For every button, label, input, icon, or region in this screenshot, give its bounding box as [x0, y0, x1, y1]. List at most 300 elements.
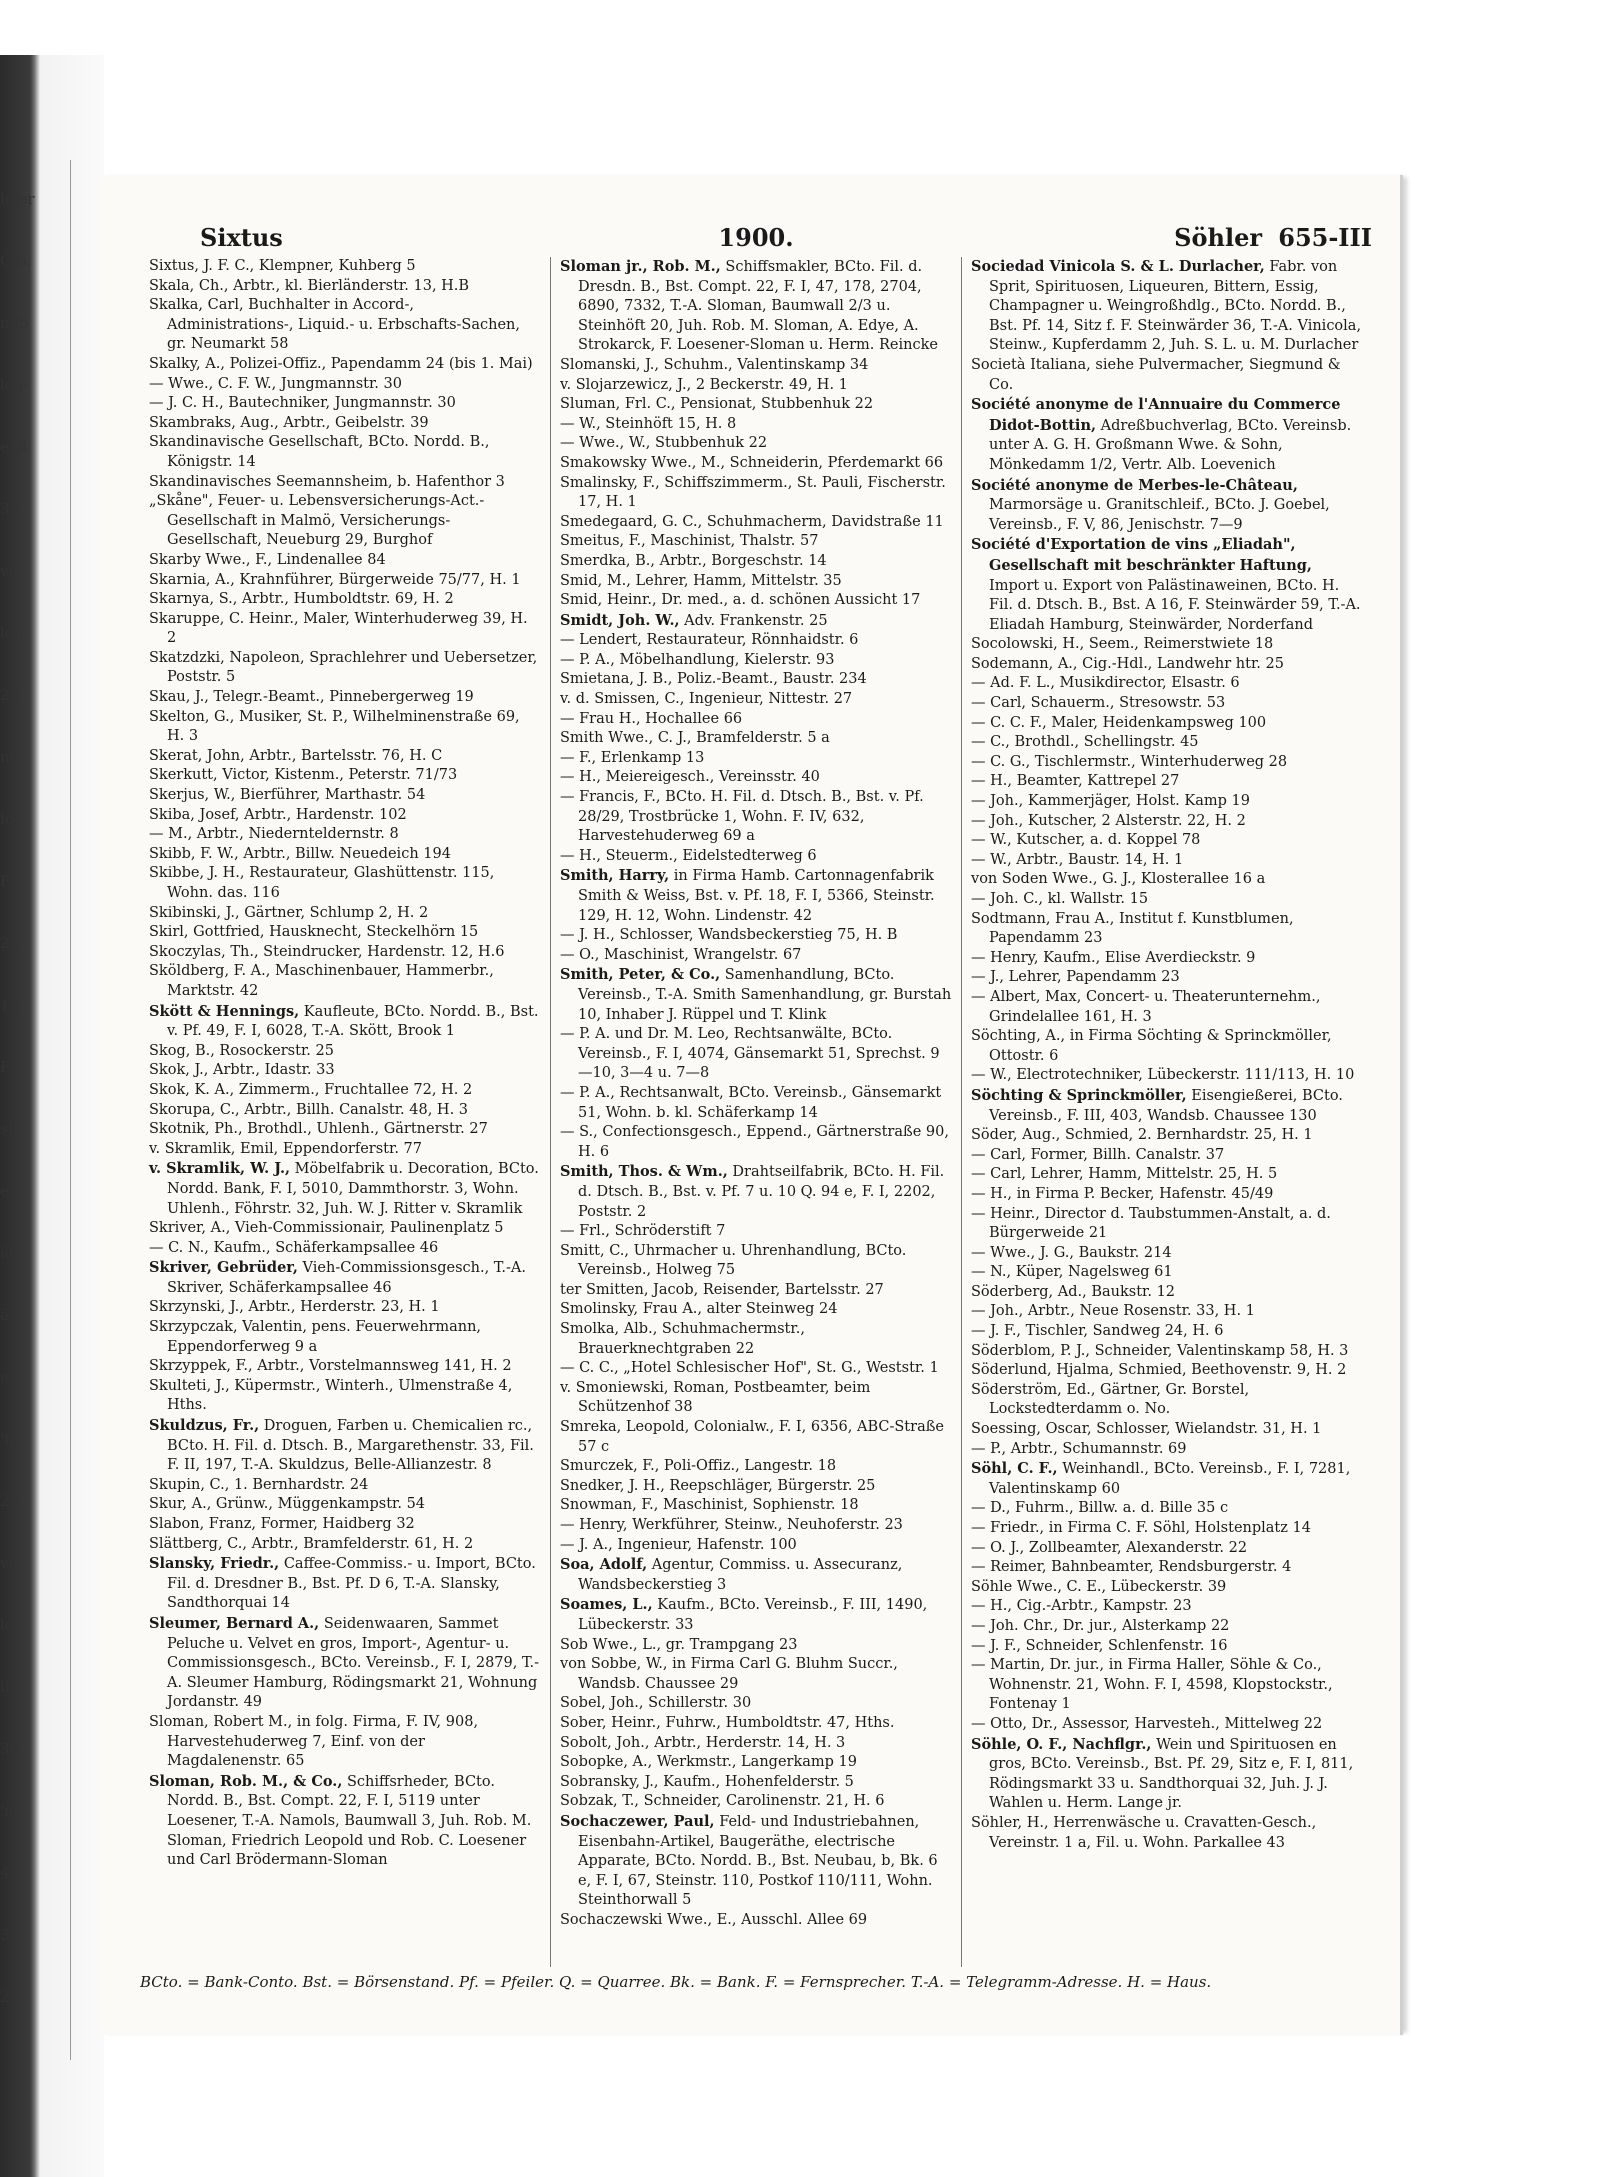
directory-entry [149, 492, 541, 551]
directory-entry [971, 968, 1363, 988]
entry-text: — Heinr., Director d. Taubstummen-Anstalt, a. d. Bürgerweide 21 [971, 1205, 1331, 1242]
entry-text: — W., Kutscher, a. d. Koppel 78 [971, 832, 1201, 849]
entry-text: Drahtseilfabrik, BCto. H. Fil. d. Dtsch. B., Bst. v. Pf. 7 u. 10 Q. 94 e, F. I, 2202, Poststr. 2 [578, 1164, 945, 1220]
directory-entry [149, 649, 541, 688]
entry-text: — C. C. F., Maler, Heidenkampsweg 100 [971, 714, 1267, 731]
entry-text: Sluman, Frl. C., Pensionat, Stubbenhuk 22 [560, 396, 874, 413]
entry-text: Sob Wwe., L., gr. Trampgang 23 [560, 1636, 798, 1653]
directory-entry [971, 674, 1363, 694]
entry-text: — S., Confectionsgesch., Eppend., Gärtnerstraße 90, H. 6 [560, 1124, 949, 1160]
directory-entry [971, 1361, 1363, 1381]
entry-text: Sloman, Robert M., in folg. Firma, F. IV, 908, Harvestehuderweg 7, Einf. von der Magdalenenstr. 65 [149, 1713, 479, 1770]
entry-firm-name: Sloman jr., Rob. M., [560, 258, 721, 275]
directory-entry [149, 1042, 541, 1062]
prev-page-fragment: le [0, 1616, 14, 1634]
entry-text: Skrzypczak, Valentin, pens. Feuerwehrmann, Eppendorferweg 9 a [149, 1319, 482, 1355]
directory-entry [149, 1357, 541, 1377]
directory-entry [560, 1595, 952, 1635]
entry-text: — Francis, F., BCto. H. Fil. d. Dtsch. B., Bst. v. Pf. 28/29, Trostbrücke 1, Wohn. F. IV, 632, Harvestehuderweg 69 a [560, 789, 924, 845]
entry-text: — P. A. und Dr. M. Leo, Rechtsanwälte, BCto. Vereinsb., F. I, 4074, Gänsemarkt 51, Sprechst. 9—10, 3—4 u. 7—8 [560, 1026, 940, 1082]
directory-entry [971, 1637, 1363, 1657]
entry-text: Smakowsky Wwe., M., Schneiderin, Pferdemarkt 66 [560, 454, 944, 471]
directory-entry [149, 766, 541, 786]
directory-entry [149, 786, 541, 806]
directory-entry [560, 749, 952, 769]
entry-text: Sodemann, A., Cig.-Hdl., Landwehr htr. 25 [971, 655, 1284, 672]
directory-entry [971, 910, 1363, 949]
entry-text: — J. A., Ingenieur, Hafenstr. 100 [560, 1536, 797, 1553]
directory-entry [149, 1120, 541, 1140]
entry-text: Import u. Export von Palästinaweinen, BCto. H. Fil. d. Dtsch. B., Bst. A 16, F. Steinwärder 59, T.-A. Eliadah Hamburg, Steinwärder, Norderfand [989, 577, 1361, 633]
entry-text: Kaufm., BCto. Vereinsb., F. III, 1490, Lübeckerstr. 33 [578, 1597, 928, 1633]
directory-entry [149, 257, 541, 277]
directory-entry [971, 792, 1363, 812]
entry-text: Feld- und Industriebahnen, Eisenbahn-Artikel, Baugeräthe, electrische Apparate, BCto. Nordd. B., Bst. Neubau, b, Bk. 6 e, F. I, 67, Steinstr. 110, Postkof 110/111, Wohn. Steinthorwall 5 [578, 1813, 938, 1909]
entry-text: Smitt, C., Uhrmacher u. Uhrenhandlung, BCto. Vereinsb., Holweg 75 [560, 1242, 907, 1279]
directory-entry [560, 1320, 952, 1359]
prev-page-fragment: nd [0, 748, 20, 766]
directory-entry [560, 1359, 952, 1379]
entry-text: Söchting, A., in Firma Söchting & Sprinckmöller, Ottostr. 6 [971, 1028, 1332, 1064]
entry-text: Skibinski, J., Gärtner, Schlump 2, H. 2 [149, 904, 429, 921]
directory-entry [149, 590, 541, 610]
entry-text: Vieh-Commissionsgesch., T.-A. Skriver, Schäferkampsallee 46 [167, 1260, 526, 1296]
entry-text: — Frau H., Hochallee 66 [560, 710, 743, 727]
entry-text: Skriver, A., Vieh-Commissionair, Paulinenplatz 5 [149, 1220, 504, 1237]
directory-entry [560, 1418, 952, 1457]
directory-entry [971, 535, 1363, 635]
directory-entry [971, 655, 1363, 675]
entry-text: — F., Erlenkamp 13 [560, 749, 705, 766]
prev-page-fragment: leler [0, 190, 35, 208]
entry-text: — Joh., Kutscher, 2 Alsterstr. 22, H. 2 [971, 812, 1246, 829]
prev-page-fragment: lt- [0, 1678, 16, 1696]
entry-text: Smolinsky, Frau A., alter Steinweg 24 [560, 1301, 838, 1318]
entry-text: Skalka, Carl, Buchhalter in Accord-, Administrations-, Liquid.- u. Erbschafts-Sachen, gr. Neumarkt 58 [149, 297, 520, 353]
entry-firm-name: Sleumer, Bernard A., [149, 1614, 320, 1632]
entry-firm-name: v. Skramlik, W. J., [149, 1160, 291, 1178]
directory-entry [560, 847, 952, 867]
directory-entry [149, 414, 541, 434]
directory-entry [560, 1636, 952, 1656]
entry-text: Kaufleute, BCto. Nordd. B., Bst. v. Pf. 49, F. I, 6028, T.-A. Skött, Brook 1 [167, 1003, 539, 1040]
prev-page-fragment: ve [0, 562, 18, 580]
directory-entry [971, 1263, 1363, 1283]
entry-firm-name: Söhle, O. F., Nachflgr., [971, 1735, 1152, 1753]
entry-firm-name: Smith, Peter, & Co., [560, 966, 721, 984]
entry-firm-name: Skött & Hennings, [149, 1002, 300, 1020]
directory-entry [149, 1713, 541, 1772]
prev-page-fragment: len- [0, 376, 29, 394]
directory-entry [971, 1244, 1363, 1264]
directory-entry [971, 988, 1363, 1027]
directory-entry [560, 670, 952, 690]
prev-page-fragment: F. [0, 872, 13, 890]
prev-page-fragment: 12 [0, 996, 20, 1014]
prev-page-fragment: 25 [0, 686, 20, 704]
directory-entry [560, 1655, 952, 1694]
directory-entry [971, 772, 1363, 792]
directory-entry [149, 355, 541, 375]
directory-entry [149, 1476, 541, 1496]
entry-text: — H., Cig.-Arbtr., Kampstr. 23 [971, 1598, 1192, 1615]
entry-text: Slomanski, J., Schuhm., Valentinskamp 34 [560, 356, 869, 373]
directory-entry [971, 1814, 1363, 1853]
directory-entry [560, 926, 952, 946]
directory-entry [560, 257, 952, 356]
entry-text: Skau, J., Telegr.-Beamt., Pinnebergerweg 19 [149, 689, 474, 706]
entry-text: Socolowski, H., Seem., Reimerstwiete 18 [971, 636, 1274, 653]
entry-firm-name: Société d'Exportation de vins „Eliadah", Gesellschaft mit beschränkter Haftung, [971, 536, 1312, 574]
directory-entry [560, 710, 952, 730]
entry-text: Sobopke, A., Werkmstr., Langerkamp 19 [560, 1754, 857, 1771]
directory-entry [971, 1617, 1363, 1637]
directory-entry [149, 1535, 541, 1555]
directory-entry [971, 812, 1363, 832]
directory-entry [971, 1656, 1363, 1715]
directory-entry [971, 1342, 1363, 1362]
directory-entry [560, 866, 952, 926]
entry-text: Snowman, F., Maschinist, Sophienstr. 18 [560, 1497, 859, 1514]
prev-page-fragment: ät- [0, 1244, 21, 1262]
entry-text: — N., Küper, Nagelsweg 61 [971, 1264, 1173, 1281]
directory-entry [149, 1081, 541, 1101]
directory-entry [149, 296, 541, 355]
entry-text: — J., Lehrer, Papendamm 23 [971, 969, 1180, 986]
entry-text: Skelton, G., Musiker, St. P., Wilhelminenstraße 69, H. 3 [149, 708, 520, 745]
directory-entry [149, 1515, 541, 1535]
directory-entry [971, 1420, 1363, 1440]
abbreviation-legend: BCto. = Bank-Conto. Bst. = Börsenstand. Pf. = Pfeiler. Q. = Quarree. Bk. = Bank. F. = Fernsprecher. T.-A. = Telegramm-Adresse. H. = Haus. [140, 1973, 1212, 1991]
entry-text: — W., Electrotechniker, Lübeckerstr. 111/113, H. 10 [971, 1067, 1355, 1084]
directory-entry [149, 1772, 541, 1871]
directory-entry [971, 753, 1363, 773]
prev-page-fragment: F. [0, 1058, 13, 1076]
directory-entry [560, 1773, 952, 1793]
entry-text: — J. F., Tischler, Sandweg 24, H. 6 [971, 1323, 1224, 1340]
prev-page-fragment: ler, [0, 624, 24, 642]
directory-entry [149, 747, 541, 767]
directory-entry [971, 694, 1363, 714]
prev-page-fragment: 24 [0, 934, 20, 952]
directory-entry [560, 1242, 952, 1281]
entry-text: — Wwe., C. F. W., Jungmannstr. 30 [149, 375, 402, 392]
entry-text: — W., Steinhöft 15, H. 8 [560, 415, 737, 432]
entry-text: Marmorsäge u. Granitschleif., BCto. J. Goebel, Vereinsb., F. V, 86, Jenischstr. 7—9 [989, 497, 1330, 533]
entry-text: — C. N., Kaufm., Schäferkampsallee 46 [149, 1239, 439, 1256]
entry-text: Skok, J., Arbtr., Idastr. 33 [149, 1062, 335, 1079]
directory-entry [971, 1459, 1363, 1499]
entry-text: v. Smoniewski, Roman, Postbeamter, beim Schützenhof 38 [560, 1379, 871, 1416]
entry-text: — Martin, Dr. jur., in Firma Haller, Söhle & Co., Wohnenstr. 21, Wohn. F. I, 4598, Klopstockstr., Fontenay 1 [971, 1657, 1333, 1713]
entry-text: „Skåne", Feuer- u. Lebensversicherungs-Act.-Gesellschaft in Malmö, Versicherungs-Gesellschaft, Neueburg 29, Burghof [149, 493, 485, 549]
directory-entry [560, 1536, 952, 1556]
entry-text: Söderberg, Ad., Baukstr. 12 [971, 1283, 1176, 1300]
entry-text: — W., Arbtr., Baustr. 14, H. 1 [971, 851, 1184, 868]
directory-entry [149, 473, 541, 493]
directory-entry [149, 1614, 541, 1713]
directory-entry [149, 708, 541, 747]
entry-text: Sobel, Joh., Schillerstr. 30 [560, 1695, 752, 1712]
entry-text: Sobzak, T., Schneider, Carolinenstr. 21, H. 6 [560, 1793, 885, 1810]
entry-firm-name: Sochaczewer, Paul, [560, 1812, 715, 1830]
prev-page-fragment: 27 [0, 1492, 20, 1510]
entry-text: Sixtus, J. F. C., Klempner, Kuhberg 5 [149, 258, 416, 274]
header-left-keyword: Sixtus [200, 223, 283, 252]
directory-entry [971, 356, 1363, 395]
entry-text: Skerat, John, Arbtr., Bartelsstr. 76, H. C [149, 747, 443, 764]
prev-page-fragment: 4 [0, 1864, 10, 1882]
entry-text: Söderström, Ed., Gärtner, Gr. Borstel, Lockstedterdamm o. No. [971, 1381, 1250, 1418]
directory-entry [971, 851, 1363, 871]
directory-entry [971, 890, 1363, 910]
entry-text: — H., Steuerm., Eidelstedterweg 6 [560, 847, 817, 864]
entry-text: — J. C. H., Bautechniker, Jungmannstr. 30 [149, 395, 456, 412]
entry-text: Schiffsmakler, BCto. Fil. d. Dresdn. B., Bst. Compt. 22, F. I, 47, 178, 2704, 6890, 7332, T.-A. Sloman, Baumwall 2/3 u. Steinhöft 20, Juh. Rob. M. Sloman, A. Edye, A. Strokarck, F. Loesener-Sloman u. Herm. Reincke [578, 259, 938, 354]
directory-entry [560, 572, 952, 592]
entry-text: in Firma Hamb. Cartonnagenfabrik Smith & Weiss, Bst. v. Pf. 18, F. I, 5366, Steinstr. 129, H. 12, Wohn. Lindenstr. 42 [578, 868, 935, 924]
directory-entry [560, 1162, 952, 1222]
directory-entry [149, 277, 541, 297]
entry-text: — M., Arbtr., Niedernteldernstr. 8 [149, 826, 399, 843]
entry-text: Skaruppe, C. Heinr., Maler, Winterhuderweg 39, H. 2 [149, 610, 528, 647]
entry-text: Skarnya, S., Arbtr., Humboldtstr. 69, H. 2 [149, 591, 454, 608]
directory-entry [971, 476, 1363, 536]
directory-entry [560, 415, 952, 435]
directory-entry [149, 1258, 541, 1298]
entry-text: von Sobbe, W., in Firma Carl G. Bluhm Succr., Wandsb. Chaussee 29 [560, 1656, 898, 1692]
entry-text: — J. F., Schneider, Schlenfenstr. 16 [971, 1637, 1228, 1654]
directory-entry [971, 1735, 1363, 1814]
directory-entry [149, 1101, 541, 1121]
directory-entry [560, 946, 952, 966]
entry-text: Skiba, Josef, Arbtr., Hardenstr. 102 [149, 806, 407, 823]
entry-text: Skorupa, C., Arbtr., Billh. Canalstr. 48, H. 3 [149, 1101, 469, 1118]
entry-text: Skirl, Gottfried, Hausknecht, Steckelhörn 15 [149, 924, 479, 941]
entry-text: Sobransky, J., Kaufm., Hohenfelderstr. 5 [560, 1773, 854, 1790]
entry-text: von Soden Wwe., G. J., Klosterallee 16 a [971, 871, 1266, 888]
entry-text: Fabr. von Sprit, Spirituosen, Liqueuren, Bittern, Essig, Champagner u. Weingroßhdlg., BCto. Nordd. B., Bst. Pf. 14, Sitz f. F. Steinwärder 36, T.-A. Vinicola, Steinw., Kupferdamm 2, Juh. S. L. u. M. Durlacher [989, 259, 1362, 354]
prev-page-fragment: 37 [0, 500, 20, 518]
page-header [140, 223, 1372, 253]
entry-text: Smerdka, B., Arbtr., Borgeschstr. 14 [560, 552, 827, 569]
entry-text: — P., Arbtr., Schumannstr. 69 [971, 1440, 1187, 1457]
entry-text: Skulteti, J., Küpermstr., Winterh., Ulmenstraße 4, Hths. [149, 1377, 513, 1414]
directory-entry [149, 962, 541, 1001]
directory-entry [149, 864, 541, 903]
entry-text: — H., Meiereigesch., Vereinsstr. 40 [560, 769, 820, 786]
entry-text: Soessing, Oscar, Schlosser, Wielandstr. 31, H. 1 [971, 1421, 1322, 1438]
entry-text: Weinhandl., BCto. Vereinsb., F. I, 7281, Valentinskamp 60 [989, 1461, 1351, 1497]
prev-page-fragment: ld [0, 810, 15, 828]
directory-entry [149, 904, 541, 924]
directory-entry [149, 923, 541, 943]
directory-entry [971, 1381, 1363, 1420]
entry-text: Società Italiana, siehe Pulvermacher, Siegmund & Co. [971, 356, 1341, 393]
directory-entry [560, 1222, 952, 1242]
prev-page-fragment: n25 [0, 314, 29, 332]
prev-page-fragment: e- [0, 1368, 14, 1386]
entry-text: — Henry, Werkführer, Steinw., Neuhoferstr. 23 [560, 1517, 903, 1533]
directory-entry [971, 870, 1363, 890]
directory-entry [149, 1159, 541, 1219]
directory-entry [971, 1715, 1363, 1735]
entry-text: — H., in Firma P. Becker, Hafenstr. 45/49 [971, 1185, 1274, 1202]
directory-entry [971, 949, 1363, 969]
directory-entry [971, 635, 1363, 655]
prev-page-fragment: e- [0, 1182, 14, 1200]
entry-text: Skerjus, W., Bierführer, Marthastr. 54 [149, 787, 426, 804]
directory-entry [149, 1416, 541, 1476]
entry-text: Sobolt, Joh., Arbtr., Herderstr. 14, H. 3 [560, 1734, 846, 1751]
entry-text: Adreßbuchverlag, BCto. Vereinsb. unter A. G. H. Großmann Wwe. & Sohn, Mönkedamm 1/2, Vertr. Alb. Loevenich [989, 417, 1352, 473]
entry-text: — Ad. F. L., Musikdirector, Elsastr. 6 [971, 675, 1240, 692]
directory-entry [149, 943, 541, 963]
entry-text: — Albert, Max, Concert- u. Theaterunternehm., Grindelallee 161, H. 3 [971, 988, 1321, 1025]
entry-text: Agentur, Commiss. u. Assecuranz, Wandsbeckerstieg 3 [578, 1557, 903, 1593]
directory-entry [971, 1499, 1363, 1519]
entry-firm-name: Smidt, Joh. W., [560, 611, 680, 629]
directory-entry [560, 729, 952, 749]
entry-text: — O., Maschinist, Wrangelstr. 67 [560, 946, 802, 963]
directory-entry [560, 1734, 952, 1754]
entry-text: Skambraks, Aug., Arbtr., Geibelstr. 39 [149, 414, 429, 431]
entry-text: — Carl, Lehrer, Hamm, Mittelstr. 25, H. 5 [971, 1166, 1278, 1183]
directory-entry [149, 375, 541, 395]
directory-entry [560, 1555, 952, 1595]
directory-entry [560, 788, 952, 847]
entry-text: Snedker, J. H., Reepschläger, Bürgerstr. 25 [560, 1477, 876, 1494]
entry-text: Skarby Wwe., F., Lindenallee 84 [149, 551, 386, 568]
entry-text: Möbelfabrik u. Decoration, BCto. Nordd. Bank, F. I, 5010, Dammthorstr. 3, Wohn. Uhlenh., Föhrstr. 32, Juh. W. J. Ritter v. Skramlik [167, 1161, 539, 1217]
directory-entry [971, 1558, 1363, 1578]
directory-entry [560, 768, 952, 788]
directory-entry [560, 356, 952, 376]
directory-entry [560, 1753, 952, 1773]
entry-text: Droguen, Farben u. Chemicalien rc., BCto. H. Fil. d. Dtsch. B., Margarethenstr. 33, Fil. F. II, 197, T.-A. Skuldzus, Belle-Allianzestr. 8 [167, 1418, 534, 1474]
prev-page-fragment: 'n, [0, 1430, 19, 1448]
entry-text: Sober, Heinr., Fuhrw., Humboldtstr. 47, Hths. [560, 1714, 895, 1731]
entry-text: Söhler, H., Herrenwäsche u. Cravatten-Gesch., Vereinstr. 1 a, Fil. u. Wohn. Parkallee 43 [971, 1814, 1317, 1851]
directory-entry [149, 394, 541, 414]
directory-entry [560, 395, 952, 415]
directory-entry [560, 532, 952, 552]
entry-firm-name: Soames, L., [560, 1596, 653, 1614]
directory-entry [149, 1140, 541, 1160]
entry-text: — Wwe., W., Stubbenhuk 22 [560, 435, 768, 452]
entry-text: v. Slojarzewicz, J., 2 Beckerstr. 49, H. 1 [560, 376, 848, 393]
entry-firm-name: Sloman, Rob. M., & Co., [149, 1772, 343, 1790]
entry-text: — Wwe., J. G., Baukstr. 214 [971, 1244, 1172, 1261]
directory-entry [971, 1126, 1363, 1146]
entry-text: Slättberg, C., Arbtr., Bramfelderstr. 61, H. 2 [149, 1535, 474, 1552]
directory-entry [560, 1457, 952, 1477]
directory-entry [560, 376, 952, 396]
directory-entry [560, 1025, 952, 1084]
directory-entry [149, 845, 541, 865]
directory-entry [149, 806, 541, 826]
header-year: 1900. [718, 223, 794, 252]
entry-text: — Friedr., in Firma C. F. Söhl, Holstenplatz 14 [971, 1520, 1311, 1536]
entry-text: v. Skramlik, Emil, Eppendorferstr. 77 [149, 1140, 423, 1157]
entry-text: Skotnik, Ph., Brothdl., Uhlenh., Gärtnerstr. 27 [149, 1121, 488, 1138]
entry-firm-name: Société anonyme de l'Annuaire du Commerce Didot-Bottin, [971, 396, 1341, 434]
entry-text: Sochaczewski Wwe., E., Ausschl. Allee 69 [560, 1911, 868, 1928]
entry-text: Skoczylas, Th., Steindrucker, Hardenstr. 12, H.6 [149, 943, 505, 960]
entry-text: Smolka, Alb., Schuhmachermstr., Brauerknechtgraben 22 [560, 1321, 805, 1357]
entry-text: — Joh., Kammerjäger, Holst. Kamp 19 [971, 793, 1250, 810]
directory-entry [560, 474, 952, 513]
directory-entry [149, 433, 541, 472]
prev-page-fragment: 30 [0, 1740, 20, 1758]
directory-entry [560, 1084, 952, 1123]
column-1 [140, 257, 550, 1967]
entry-text: Skatzdzki, Napoleon, Sprachlehrer und Uebersetzer, Poststr. 5 [149, 649, 538, 686]
entry-text: — Joh., Arbtr., Neue Rosenstr. 33, H. 1 [971, 1303, 1255, 1320]
directory-entry [560, 1123, 952, 1162]
directory-entry [971, 1027, 1363, 1066]
directory-entry [560, 631, 952, 651]
entry-text: Smalinsky, F., Schiffszimmerm., St. Pauli, Fischerstr. 17, H. 1 [560, 474, 946, 511]
entry-text: Wein und Spirituosen en gros, BCto. Vereinsb., Bst. Pf. 29, Sitz e, F. I, 811, Rödingsmarkt 33 u. Sandthorquai 32, Juh. J. J. Wahlen u. Herm. Lange jr. [989, 1736, 1354, 1812]
entry-text: — Otto, Dr., Assessor, Harvesteh., Mittelweg 22 [971, 1715, 1323, 1732]
entry-text: Skandinavische Gesellschaft, BCto. Nordd. B., Königstr. 14 [149, 434, 490, 470]
entry-text: — Frl., Schröderstift 7 [560, 1223, 726, 1240]
directory-entry [149, 1495, 541, 1515]
prev-page-fragment: ve [0, 1554, 18, 1572]
directory-entry [971, 1146, 1363, 1166]
prev-page-fragment: e14 [0, 438, 28, 456]
directory-entry [560, 1714, 952, 1734]
directory-entry [971, 1283, 1363, 1303]
entry-text: Skibb, F. W., Arbtr., Billw. Neuedeich 194 [149, 845, 451, 862]
directory-entry [971, 1165, 1363, 1185]
entry-text: v. d. Smissen, C., Ingenieur, Nittestr. 27 [560, 691, 853, 708]
directory-entry [971, 257, 1363, 356]
directory-entry [971, 395, 1363, 475]
directory-entry [560, 1812, 952, 1911]
entry-text: Skala, Ch., Arbtr., kl. Bierländerstr. 13, H.B [149, 277, 470, 294]
entry-text: — Lendert, Restaurateur, Rönnhaidstr. 6 [560, 632, 859, 649]
directory-entry [971, 1205, 1363, 1244]
entry-text: Smietana, J. B., Poliz.-Beamt., Baustr. 234 [560, 671, 867, 688]
entry-text: Seidenwaaren, Sammet Peluche u. Velvet en gros, Import-, Agentur- u. Commissionsgesch., BCto. Vereinsb., F. I, 2879, T.-A. Sleumer Hamburg, Rödingsmarkt 21, Wohnung Jordanstr. 49 [167, 1615, 540, 1711]
entry-firm-name: Skuldzus, Fr., [149, 1417, 260, 1435]
entry-text: Adv. Frankenstr. 25 [679, 612, 828, 629]
entry-text: — D., Fuhrm., Billw. a. d. Bille 35 c [971, 1500, 1229, 1517]
directory-entry [560, 1694, 952, 1714]
directory-entry [560, 513, 952, 533]
entry-text: Sodtmann, Frau A., Institut f. Kunstblumen, Papendamm 23 [971, 910, 1294, 947]
entry-firm-name: Söhl, C. F., [971, 1460, 1058, 1478]
directory-entry [149, 825, 541, 845]
prev-page-fragment: Cto. [0, 252, 32, 270]
directory-entry [971, 1440, 1363, 1460]
directory-entry [971, 1322, 1363, 1342]
prev-page-fragment: 'n [0, 1802, 14, 1820]
entry-text: Skupin, C., 1. Bernhardstr. 24 [149, 1476, 369, 1493]
directory-entry [149, 1061, 541, 1081]
directory-entry [560, 591, 952, 611]
entry-firm-name: Smith, Thos. & Wm., [560, 1163, 728, 1181]
entry-text: Smurczek, F., Poli-Offiz., Langestr. 18 [560, 1458, 837, 1475]
directory-entry [971, 733, 1363, 753]
entry-text: — Joh. C., kl. Wallstr. 15 [971, 891, 1149, 907]
directory-columns [140, 257, 1372, 1967]
directory-entry [560, 1477, 952, 1497]
directory-entry [560, 1911, 952, 1931]
directory-entry [971, 714, 1363, 734]
